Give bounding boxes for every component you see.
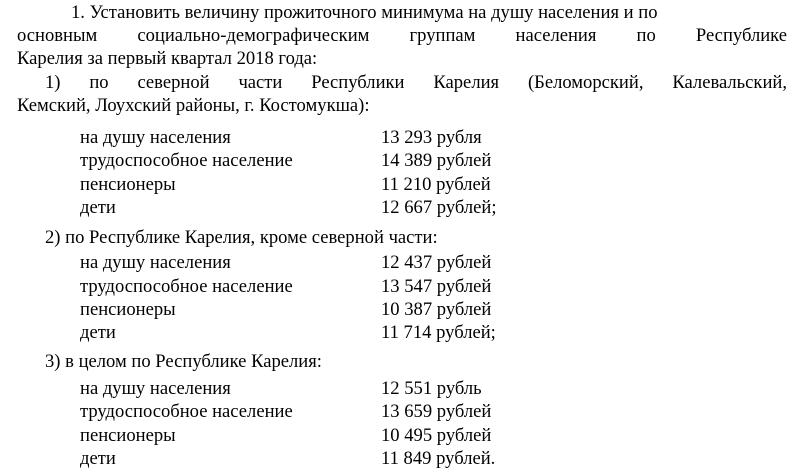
section-1-row-3-label: пенсионеры xyxy=(80,174,176,195)
section-3-row-4-value: 11 849 рублей. xyxy=(381,448,496,469)
section-1-row-1-value: 13 293 рубля xyxy=(381,127,482,148)
section-2-row-2-value: 13 547 рублей xyxy=(381,276,492,297)
section-1-heading-line-2: Кемский, Лоухский районы, г. Костомукша): xyxy=(17,95,370,116)
paragraph-1-line-3: Карелия за первый квартал 2018 года: xyxy=(17,48,318,69)
section-2-row-3-value: 10 387 рублей xyxy=(381,299,492,320)
section-1-heading-line-1: 1) по северной части Республики Карелия (Беломорский, Калевальский, xyxy=(45,72,787,93)
section-2-row-2-label: трудоспособное население xyxy=(80,276,293,297)
section-3-heading: 3) в целом по Республике Карелия: xyxy=(45,351,322,372)
section-1-row-2-label: трудоспособное население xyxy=(80,150,293,171)
paragraph-1-line-1: 1. Установить величину прожиточного минимума на душу населения и по xyxy=(71,2,658,23)
section-3-row-3-label: пенсионеры xyxy=(80,425,176,446)
section-3-row-3-value: 10 495 рублей xyxy=(381,425,492,446)
section-3-row-1-label: на душу населения xyxy=(80,378,231,399)
paragraph-1-line-2: основным социально-демографическим группам населения по Республике xyxy=(17,25,787,46)
section-3-row-2-value: 13 659 рублей xyxy=(381,401,492,422)
section-3-row-2-label: трудоспособное население xyxy=(80,401,293,422)
section-3-row-4-label: дети xyxy=(80,448,116,469)
section-2-row-1-label: на душу населения xyxy=(80,252,231,273)
section-2-row-1-value: 12 437 рублей xyxy=(381,252,492,273)
section-2-heading: 2) по Республике Карелия, кроме северной части: xyxy=(45,227,438,248)
section-2-row-4-label: дети xyxy=(80,322,116,343)
section-1-row-4-label: дети xyxy=(80,197,116,218)
section-1-row-3-value: 11 210 рублей xyxy=(381,174,491,195)
section-3-row-1-value: 12 551 рубль xyxy=(381,378,482,399)
section-1-row-1-label: на душу населения xyxy=(80,127,231,148)
section-2-row-3-label: пенсионеры xyxy=(80,299,176,320)
section-2-row-4-value: 11 714 рублей; xyxy=(381,322,496,343)
section-1-row-4-value: 12 667 рублей; xyxy=(381,197,497,218)
section-1-row-2-value: 14 389 рублей xyxy=(381,150,492,171)
